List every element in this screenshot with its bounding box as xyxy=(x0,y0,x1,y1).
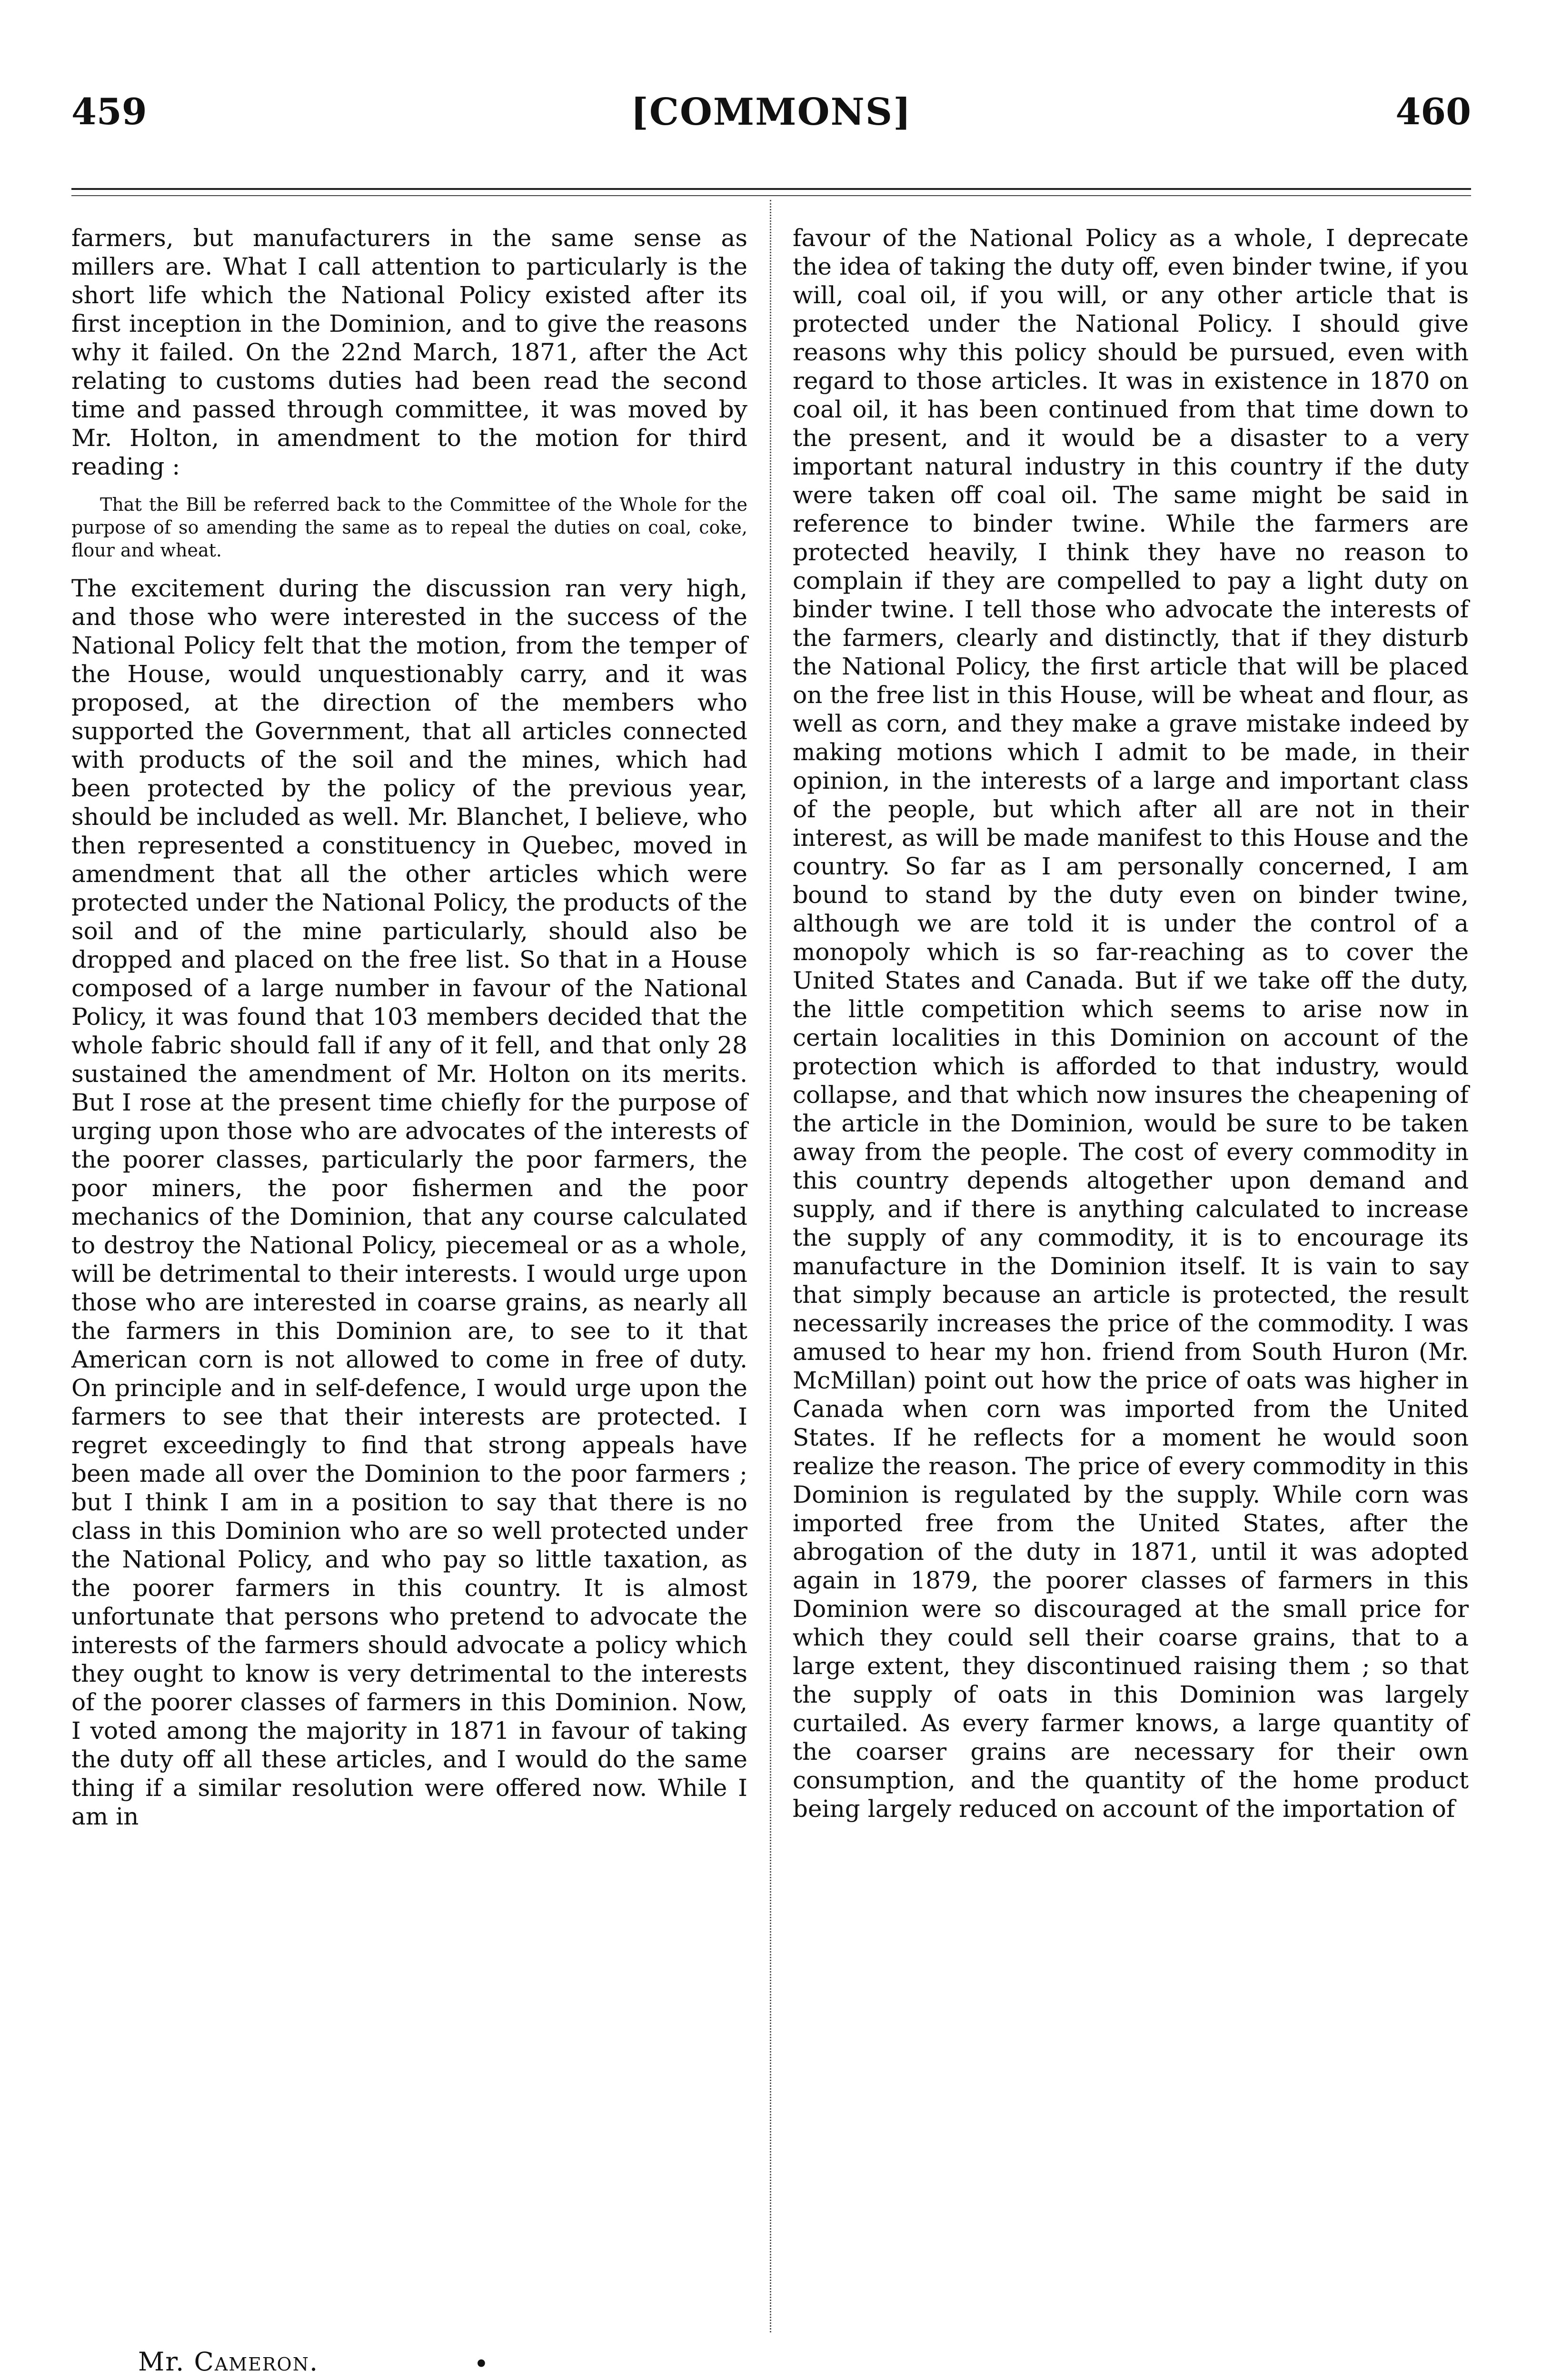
header-rule-secondary xyxy=(71,195,1471,196)
speaker-footer xyxy=(138,2347,318,2377)
right-column xyxy=(793,224,1469,1823)
left-paragraph-1: farmers, but manufacturers in the same sense as millers are. What I call attention to particularly is the short life which the National Policy existed after its first inception in the Dominion, and to give the reasons why it failed. On the 22nd March, 1871, after the Act relating to customs duties had been read the second time and passed through committee, it was moved by Mr. Holton, in amendment to the motion for third reading : xyxy=(71,224,747,480)
left-paragraph-2: The excitement during the discussion ran very high, and those who were interested in the success of the National Policy felt that the motion, from the temper of the House, would unquestionably carry, and it was proposed, at the direction of the members who supported the Government, that all articles connected with products of the soil and the mines, which had been protected by the policy of the previous year, should be included as well. Mr. Blanchet, I believe, who then represented a constituency in Quebec, moved in amendment that all the other articles which were protected under the National Policy, the products of the soil and of the mine particularly, should also be dropped and placed on the free list. So that in a House composed of a large number in favour of the National Policy, it was found that 103 members decided that the whole fabric should fall if any of it fell, and that only 28 sustained the amendment of Mr. Holton on its merits. But I rose at the present time chiefly for the purpose of urging upon those who are advocates of the interests of the poorer classes, particularly the poor farmers, the poor miners, the poor fishermen and the poor mechanics of the Dominion, that any course calculated to destroy the National Policy, piecemeal or as a whole, will be detrimental to their interests. I would urge upon those who are interested in coarse grains, as nearly all the farmers in this Dominion are, to see to it that American corn is not allowed to come in free of duty. On principle and in self-defence, I would urge upon the farmers to see that their interests are protected. I regret exceedingly to find that strong appeals have been made all over the Dominion to the poor farmers ; but I think I am in a position to say that there is no class in this Dominion who are so well protected under the National Policy, and who pay so little taxation, as the poorer farmers in this country. It is almost unfortunate that persons who pretend to advocate the interests of the farmers should advocate a policy which they ought to know is very detrimental to the interests of the poorer classes of farmers in this Dominion. Now, I voted among the majority in 1871 in favour of taking the duty off all these articles, and I would do the same thing if a similar resolution were offered now. While I am in xyxy=(71,575,747,1830)
footer-dot: • xyxy=(474,2349,489,2379)
left-column xyxy=(71,224,747,1831)
column-divider xyxy=(770,200,771,2332)
speaker-prefix: Mr. xyxy=(138,2347,185,2377)
speaker-name: Cameron. xyxy=(194,2347,319,2377)
page-header xyxy=(71,90,1471,152)
page-number-right: 460 xyxy=(1395,90,1471,133)
header-rule xyxy=(71,188,1471,190)
right-paragraph-1: favour of the National Policy as a whole, I deprecate the idea of taking the duty off, even binder twine, if you will, coal oil, if you will, or any other article that is protected under the National Policy. I should give reasons why this policy should be pursued, even with regard to those articles. It was in existence in 1870 on coal oil, it has been continued from that time down to the present, and it would be a disaster to a very important natural industry in this country if the duty were taken off coal oil. The same might be said in reference to binder twine. While the farmers are protected heavily, I think they have no reason to complain if they are compelled to pay a light duty on binder twine. I tell those who advocate the interests of the farmers, clearly and distinctly, that if they disturb the National Policy, the first article that will be placed on the free list in this House, will be wheat and flour, as well as corn, and they make a grave mistake indeed by making motions which I admit to be made, in their opinion, in the interests of a large and important class of the people, but which after all are not in their interest, as will be made manifest to this House and the country. So far as I am personally concerned, I am bound to stand by the duty even on binder twine, although we are told it is under the control of a monopoly which is so far-reaching as to cover the United States and Canada. But if we take off the duty, the little competition which seems to arise now in certain localities in this Dominion on account of the protection which is afforded to that industry, would collapse, and that which now insures the cheapening of the article in the Dominion, would be sure to be taken away from the people. The cost of every commodity in this country depends altogether upon demand and supply, and if there is anything calculated to increase the supply of any commodity, it is to encourage its manufacture in the Dominion itself. It is vain to say that simply because an article is protected, the result necessarily increases the price of the commodity. I was amused to hear my hon. friend from South Huron (Mr. McMillan) point out how the price of oats was higher in Canada when corn was imported from the United States. If he reflects for a moment he would soon realize the reason. The price of every commodity in this Dominion is regulated by the supply. While corn was imported free from the United States, after the abrogation of the duty in 1871, until it was adopted again in 1879, the poorer classes of farmers in this Dominion were so discouraged at the small price for which they could sell their coarse grains, that to a large extent, they discontinued raising them ; so that the supply of oats in this Dominion was largely curtailed. As every farmer knows, a large quantity of the coarser grains are necessary for their own consumption, and the quantity of the home product being largely reduced on account of the importation of xyxy=(793,224,1469,1823)
quoted-motion: That the Bill be referred back to the Committee of the Whole for the purpose of so amending the same as to repeal the duties on coal, coke, flour and wheat. xyxy=(71,494,747,561)
page-number-left: 459 xyxy=(71,90,147,133)
running-head: [COMMONS] xyxy=(630,90,912,134)
